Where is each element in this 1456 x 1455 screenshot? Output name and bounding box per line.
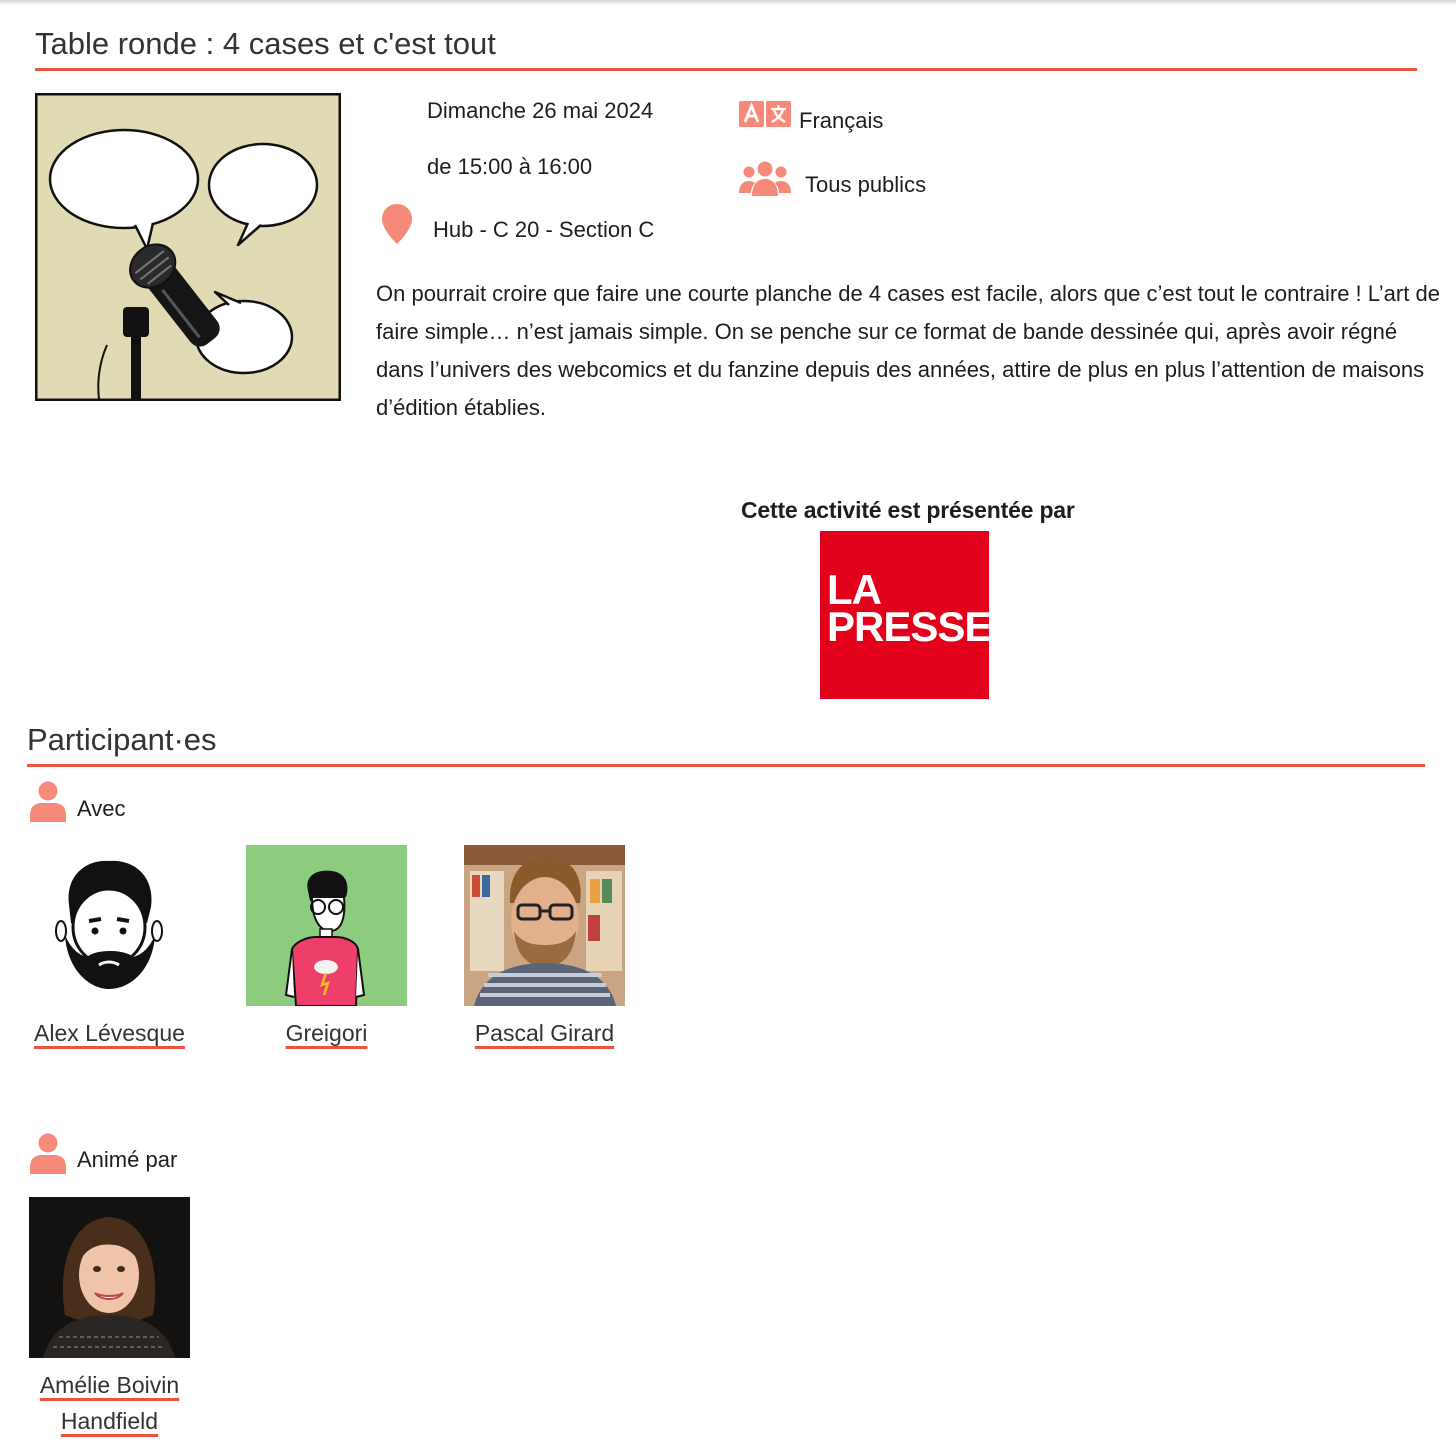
- participants-heading: Participant·es: [27, 722, 217, 757]
- event-location: Hub - C 20 - Section C: [433, 217, 655, 242]
- host-label: Animé par: [77, 1147, 178, 1172]
- participant-photo-pascal[interactable]: [464, 845, 625, 1006]
- event-date: Dimanche 26 mai 2024: [427, 98, 654, 123]
- participant-photo-alex[interactable]: [29, 845, 190, 1006]
- participant-name-alex[interactable]: [9, 1015, 210, 1051]
- translate-icon: [739, 101, 791, 132]
- event-time: de 15:00 à 16:00: [427, 154, 593, 179]
- event-thumbnail: [35, 93, 341, 401]
- title-underline: [35, 68, 1417, 71]
- participant-link-alex[interactable]: Alex Lévesque: [34, 1020, 185, 1046]
- event-language: Français: [799, 108, 884, 133]
- with-label: Avec: [77, 796, 126, 821]
- event-description: On pourrait croire que faire une courte planche de 4 cases est facile, alors que c’est tout le contraire ! L’art de faire simple… n’est jamais simple. On se penche sur ce format de bande dessinée qui, après avoir régné dans l’univers des webcomics et du fanzine depuis des années, attire de plus en plus l’attention de maisons d’édition établies.: [376, 281, 1440, 420]
- sponsor-logo[interactable]: [820, 531, 992, 699]
- participant-link-pascal[interactable]: Pascal Girard: [474, 1020, 615, 1046]
- person-icon: [30, 1133, 66, 1180]
- group-icon: [739, 161, 791, 202]
- participant-name-greigori[interactable]: [226, 1015, 427, 1051]
- participant-link-greigori[interactable]: Greigori: [285, 1020, 368, 1046]
- map-pin-icon: [381, 203, 413, 250]
- participants-underline: [27, 764, 1425, 767]
- top-shadow: [0, 0, 1456, 5]
- event-title: Table ronde : 4 cases et c'est tout: [35, 26, 496, 61]
- host-photo-amelie[interactable]: [29, 1197, 190, 1358]
- sponsor-logo-line2: PRESSE: [827, 603, 992, 650]
- participant-name-pascal[interactable]: [444, 1015, 645, 1051]
- participant-photo-greigori[interactable]: [246, 845, 407, 1006]
- host-name-amelie[interactable]: [9, 1367, 210, 1439]
- sponsor-logo-line1: LA: [827, 566, 881, 613]
- event-audience: Tous publics: [805, 172, 927, 197]
- sponsor-label: Cette activité est présentée par: [741, 497, 1075, 523]
- host-link-line1[interactable]: Amélie Boivin: [39, 1372, 180, 1398]
- host-link-line2[interactable]: Handfield: [60, 1408, 159, 1434]
- person-icon: [30, 781, 66, 828]
